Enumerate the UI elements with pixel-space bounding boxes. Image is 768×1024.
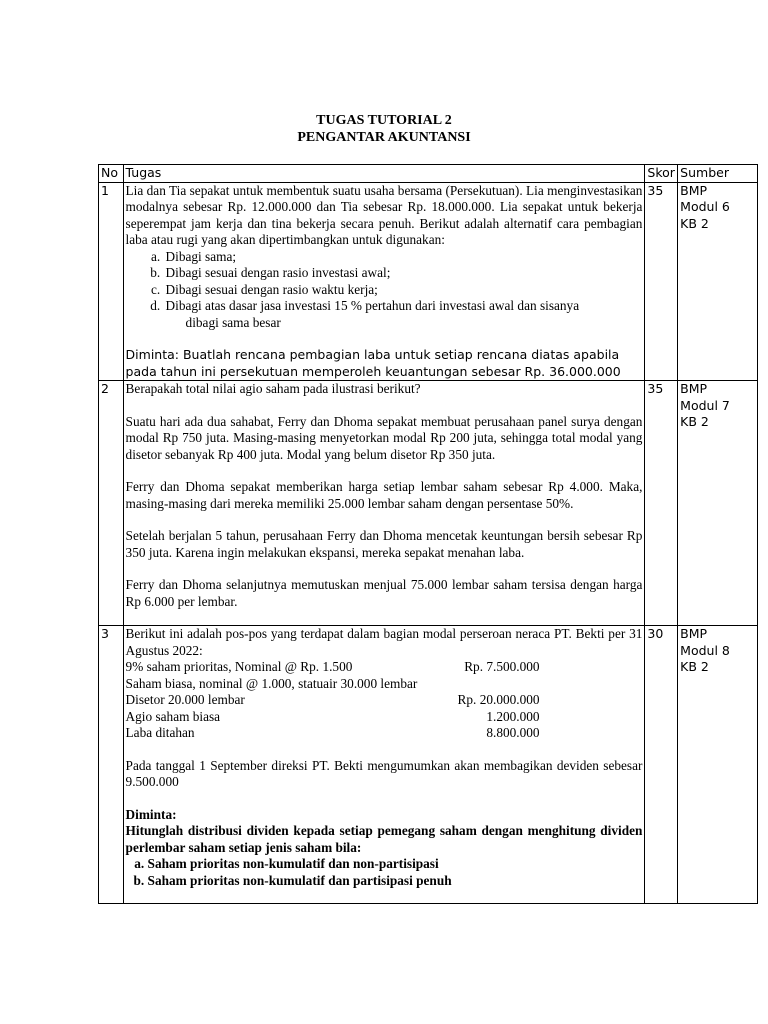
equity-label: Saham biasa, nominal @ 1.000, statuair 30.000 lembar (125, 675, 418, 691)
task-paragraph: Suatu hari ada dua sahabat, Ferry dan Dhoma sepakat membuat perusahaan panel surya dengan modal Rp 750 juta. Masing-masing menyetorkan modal Rp 200 juta, sehingga total modal yang disetor sebanyak Rp 400 juta. Modal yang belum disetor Rp 350 juta. (125, 413, 643, 462)
task-question: Berapakah total nilai agio saham pada ilustrasi berikut? (125, 381, 421, 396)
title-line-1: TUGAS TUTORIAL 2 (316, 113, 452, 128)
task-cell (123, 381, 645, 626)
option-continuation: dibagi sama besar (185, 314, 281, 330)
row-number: 2 (99, 381, 124, 626)
score-value: 30 (645, 626, 678, 904)
diminta-label: Diminta: (125, 806, 177, 822)
equity-amount: Rp. 7.500.000 (464, 659, 540, 674)
equity-label: 9% saham prioritas, Nominal @ Rp. 1.500 (125, 659, 353, 674)
header-no: No (99, 165, 124, 183)
source-line: Modul 7 (680, 397, 730, 413)
options-list (126, 249, 643, 332)
task-paragraph: Ferry dan Dhoma sepakat memberikan harga setiap lembar saham sebesar Rp 4.000. Maka, masing-masing dari mereka memiliki 25.000 lembar saham dengan persentase 50%. (125, 479, 643, 511)
title-line-2: PENGANTAR AKUNTANSI (297, 130, 471, 145)
equity-amount: Rp. 20.000.000 (457, 692, 540, 707)
score-value: 35 (645, 182, 678, 381)
equity-label: Agio saham biasa (125, 708, 221, 724)
source-line: BMP (680, 381, 708, 396)
score-value: 35 (645, 381, 678, 626)
list-item: a. Dibagi sama; (164, 249, 643, 266)
source-line: KB 2 (680, 414, 709, 429)
option-text: Dibagi atas dasar jasa investasi 15 % pertahun dari investasi awal dan sisanya (165, 298, 580, 313)
equity-label: Laba ditahan (125, 725, 195, 740)
source-line: KB 2 (680, 215, 709, 231)
equity-item (126, 659, 540, 676)
source-line: KB 2 (680, 659, 709, 674)
equity-item (126, 709, 540, 726)
table-header-row (99, 165, 758, 183)
task-announcement: Pada tanggal 1 September direksi PT. Bekti mengumumkan akan membagikan deviden sebesar 9.500.000 (125, 757, 643, 789)
tasks-table (98, 164, 758, 904)
equity-amount: 1.200.000 (486, 708, 540, 724)
list-item: c. Dibagi sesuai dengan rasio waktu kerja; (164, 282, 643, 299)
task-paragraph: Setelah berjalan 5 tahun, perusahaan Ferry dan Dhoma mencetak keuntungan bersih sebesar Rp 350 juta. Karena ingin melakukan ekspansi, mereka sepakat menahan laba. (125, 528, 643, 560)
row-number: 3 (99, 626, 124, 904)
task-intro: Berikut ini adalah pos-pos yang terdapat dalam bagian modal perseroan neraca PT. Bekti per 31 Agustus 2022: (125, 626, 643, 658)
table-row (99, 381, 758, 626)
source-cell (678, 381, 758, 626)
document-title (0, 112, 768, 146)
task-question: Hitunglah distribusi dividen kepada setiap pemegang saham dengan menghitung dividen perlembar saham setiap jenis saham bila: (125, 823, 643, 855)
equity-items (126, 659, 643, 742)
task-intro: Lia dan Tia sepakat untuk membentuk suatu usaha bersama (Persekutuan). Lia menginvestasikan modalnya sebesar Rp. 12.000.000 dan Tia sebesar Rp. 18.000.000. Lia sepakat untuk bekerja seperempat jam kerja dan tina bekerja secara penuh. Berikut adalah alternatif cara pembagian laba atau rugi yang akan dipertimbangkan untuk digunakan: (125, 182, 643, 247)
source-line: BMP (680, 182, 708, 198)
task-paragraph: Ferry dan Dhoma selanjutnya memutuskan menjual 75.000 lembar saham tersisa dengan harga Rp 6.000 per lembar. (125, 577, 643, 609)
list-item (164, 298, 643, 331)
header-score: Skor (645, 165, 678, 183)
equity-item (126, 692, 540, 709)
header-source: Sumber (678, 165, 758, 183)
equity-item (126, 725, 540, 742)
source-cell (678, 626, 758, 904)
equity-item (126, 676, 540, 693)
sub-questions-list (126, 856, 643, 889)
header-task: Tugas (123, 165, 645, 183)
task-question: Diminta: Buatlah rencana pembagian laba untuk setiap rencana diatas apabila pada tahun ini persekutuan memperoleh keuantungan sebesar Rp. 36.000.000 (125, 347, 621, 379)
source-line: BMP (680, 626, 708, 641)
source-cell (678, 182, 758, 381)
source-line: Modul 8 (680, 642, 730, 658)
list-item: a. Saham prioritas non-kumulatif dan non-partisipasi (148, 856, 643, 873)
row-number: 1 (99, 182, 124, 381)
table-row (99, 626, 758, 904)
table-row (99, 182, 758, 381)
equity-label: Disetor 20.000 lembar (125, 692, 245, 707)
source-line: Modul 6 (680, 199, 730, 214)
equity-amount: 8.800.000 (486, 725, 540, 740)
list-item: b. Dibagi sesuai dengan rasio investasi awal; (164, 265, 643, 282)
task-cell (123, 626, 645, 904)
task-cell (123, 182, 645, 381)
list-item: b. Saham prioritas non-kumulatif dan partisipasi penuh (148, 873, 643, 890)
